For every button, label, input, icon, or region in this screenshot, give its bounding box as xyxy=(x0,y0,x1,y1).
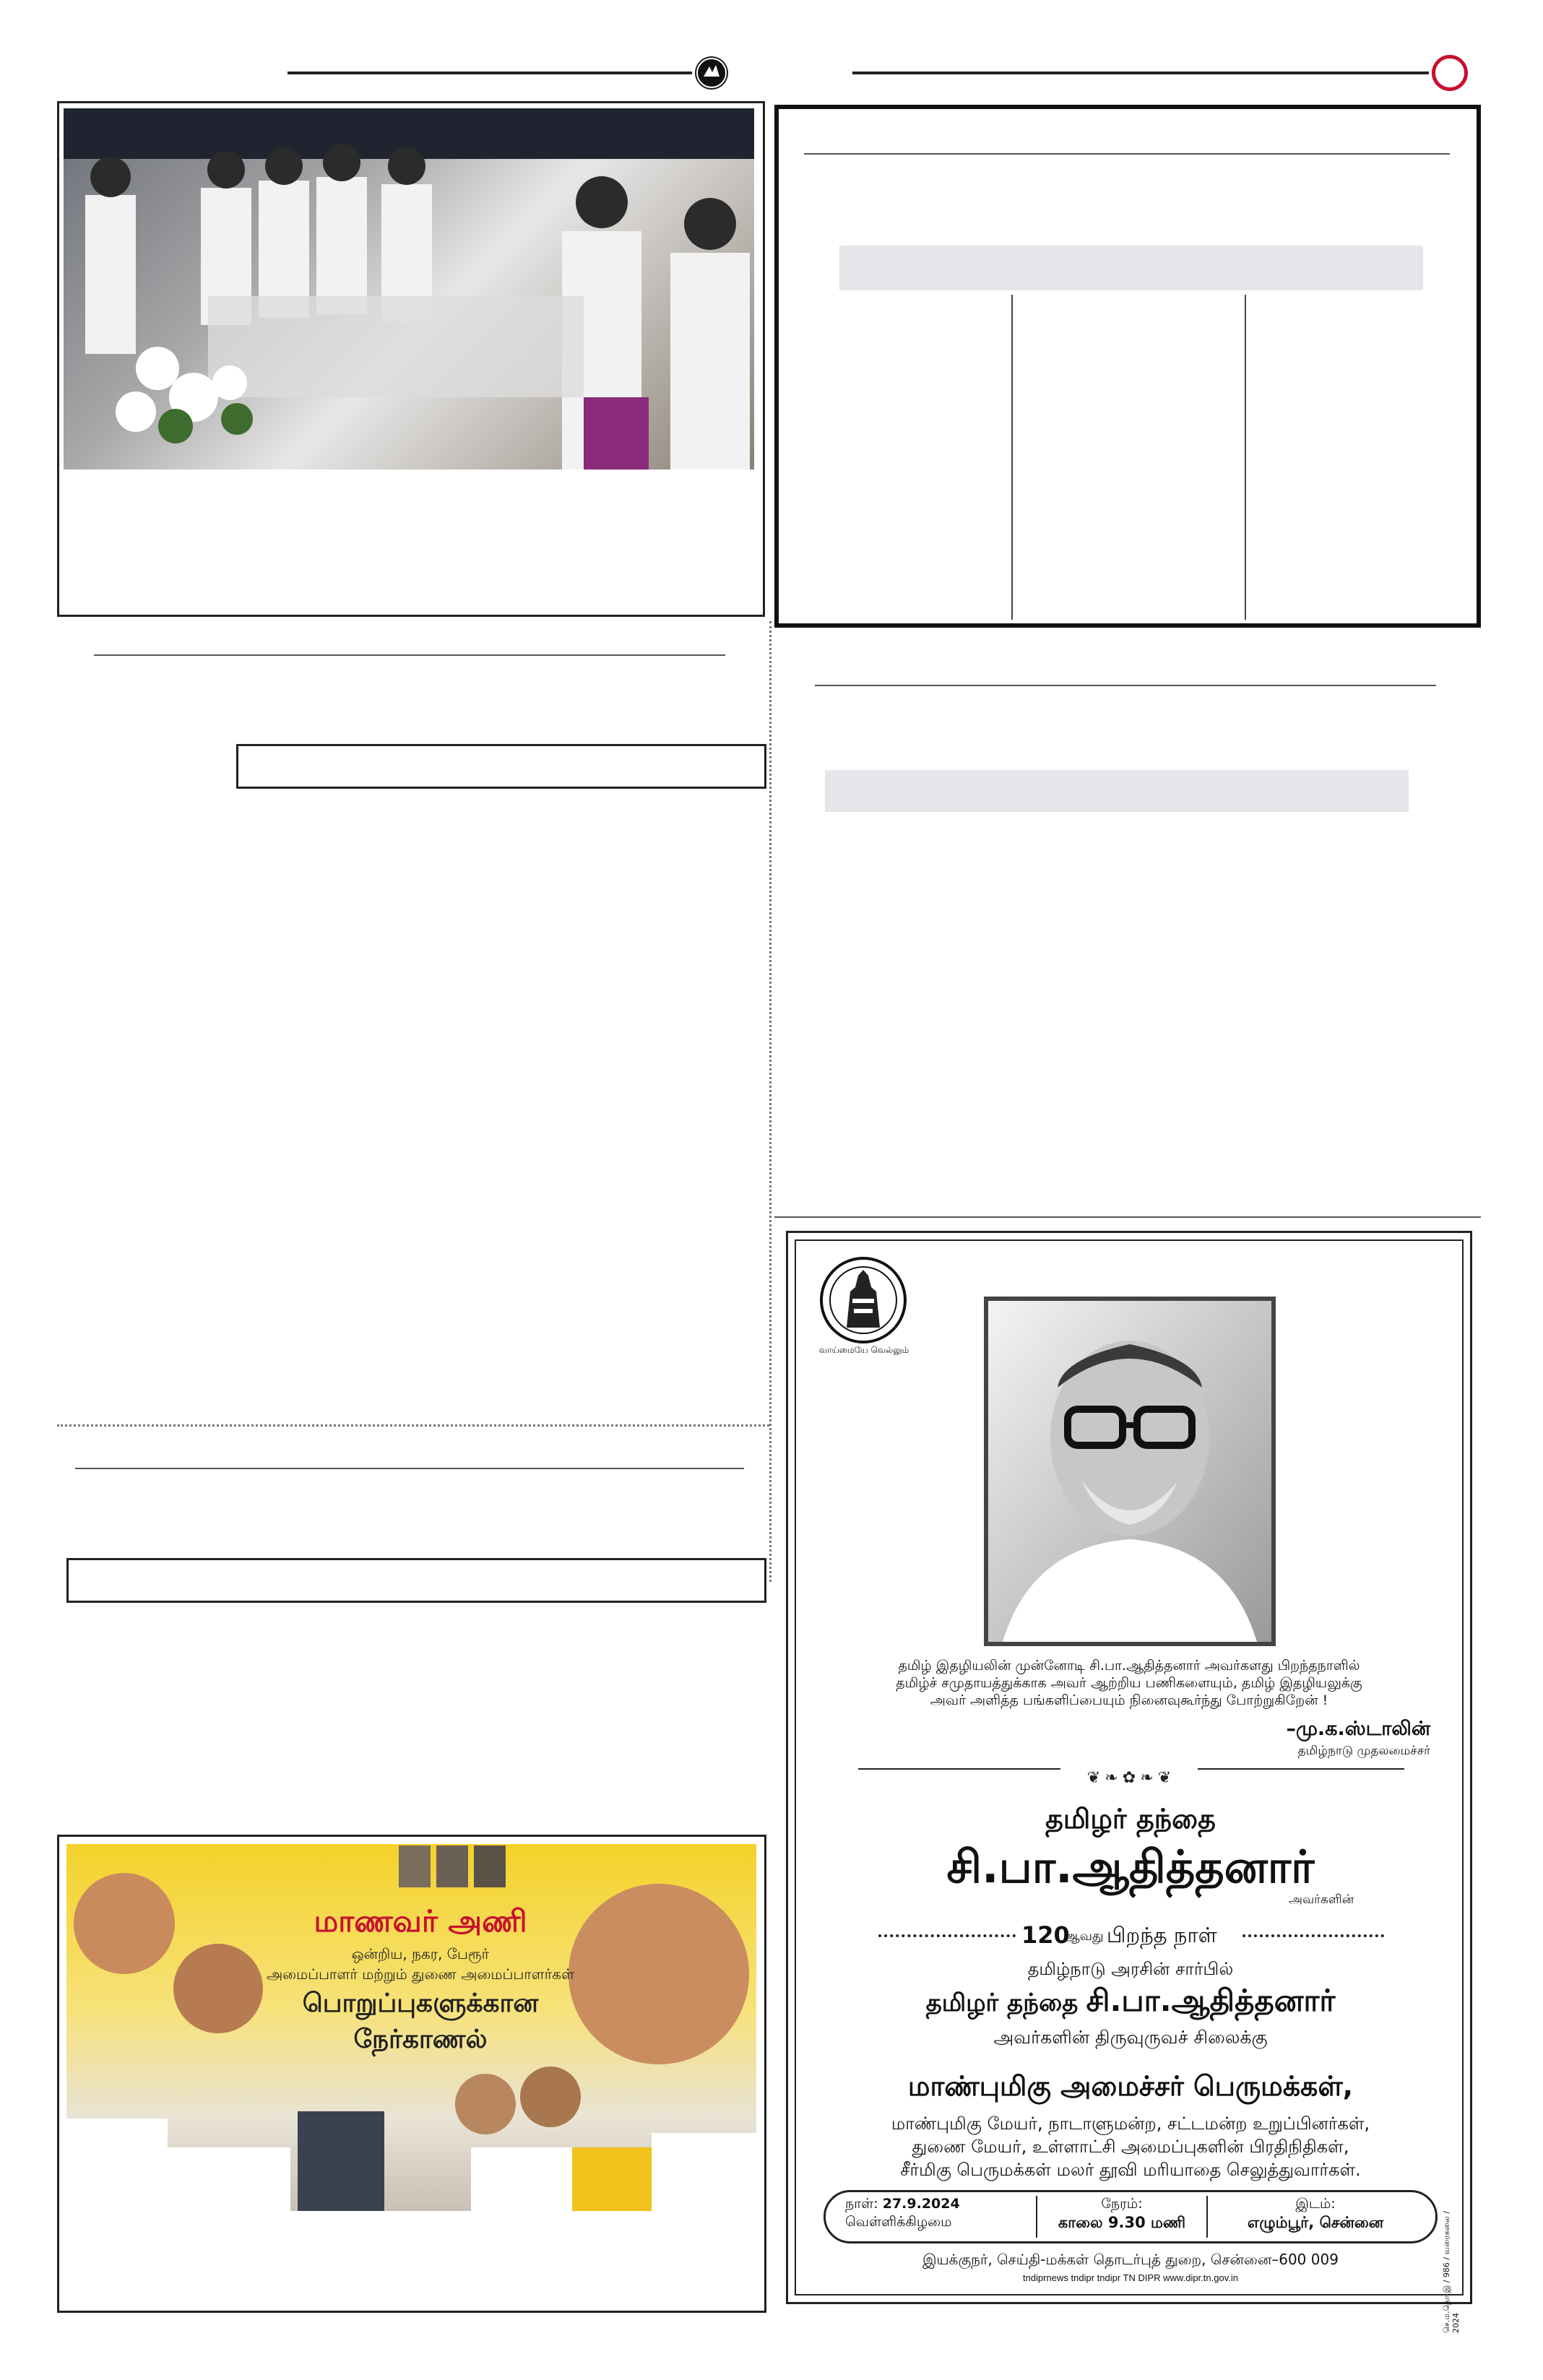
header-rule-left xyxy=(288,72,692,74)
time-cell xyxy=(1040,2196,1203,2239)
name-suffix: அவர்களின் xyxy=(1289,1892,1354,1907)
headline-box xyxy=(236,744,766,789)
table-col-divider-2 xyxy=(1245,295,1246,620)
quote-line-3: அவர் அளித்த பங்களிப்பையும் நினைவுகூர்ந்து போற்றுகிறேன் ! xyxy=(930,1692,1328,1708)
table-header-band xyxy=(839,246,1423,290)
strip-divider-2 xyxy=(1206,2196,1208,2238)
banner-line1: ஒன்றிய, நகர, பேரூர் xyxy=(351,1945,490,1963)
govt-name-line xyxy=(838,1983,1423,2022)
ad-name: சி.பா.ஆதித்தனார் xyxy=(946,1840,1315,1893)
banner-line4: நேர்காணல் xyxy=(353,2025,488,2054)
cm-quote xyxy=(831,1657,1427,1709)
detail-line-3: சீர்மிகு பெருமக்கள் மலர் தூவி மரியாதை செலுத்துவார்கள். xyxy=(900,2160,1361,2180)
side-code: செ.ம.தொ.இ / 986 / வரைகலை / 2024 xyxy=(1442,2211,1461,2333)
social-handles: tndiprnews tndipr tndipr TN DIPR www.dipr.tn.gov.in xyxy=(1023,2272,1238,2283)
attendees xyxy=(831,2112,1430,2181)
right-section-rule xyxy=(815,685,1436,686)
ornament-icon: ❦ ❧ ✿ ❧ ❦ xyxy=(1060,1768,1198,1787)
anniv-text: பிறந்த நாள் xyxy=(1107,1923,1217,1947)
portrait-frame xyxy=(984,1297,1276,1646)
place-value: எழும்பூர், சென்னை xyxy=(1247,2214,1384,2231)
anniv-dots-right xyxy=(1242,1934,1384,1937)
detail-line-2: துணை மேயர், உள்ளாட்சி அமைப்புகளின் பிரதிநிதிகள், xyxy=(912,2137,1349,2157)
right-grey-band xyxy=(825,770,1409,812)
dept-line: இயக்குநர், செய்தி-மக்கள் தொடர்புத் துறை, சென்னை–600 009 xyxy=(922,2251,1339,2268)
quote-line-2: தமிழ்ச் சமுதாயத்துக்காக அவர் ஆற்றிய பணிகளையும், தமிழ் இதழியலுக்கு xyxy=(896,1675,1362,1691)
govt-name-prefix: தமிழர் தந்தை xyxy=(925,1989,1079,2017)
place-label: இடம்: xyxy=(1295,2196,1336,2212)
govt-line: தமிழ்நாடு அரசின் சார்பில் xyxy=(1027,1959,1234,1979)
tribute-photo xyxy=(64,108,754,469)
signatory-title: தமிழ்நாடு முதலமைச்சர் xyxy=(1297,1744,1430,1758)
headline-box-2 xyxy=(66,1558,766,1603)
banner-title: மாணவர் அணி xyxy=(314,1903,527,1939)
place-cell xyxy=(1211,2196,1420,2239)
banner-line3: பொறுப்புகளுக்கான xyxy=(302,1989,539,2018)
govt-name: சி.பா.ஆதித்தனார் xyxy=(1086,1983,1336,2018)
right-bottom-rule xyxy=(774,1216,1481,1218)
date-cell xyxy=(845,2196,1034,2239)
date-label: நாள்: xyxy=(845,2196,878,2212)
signatory: –மு.க.ஸ்டாலின் xyxy=(1286,1718,1430,1740)
page-circle-icon xyxy=(1432,55,1468,91)
emblem-motto: வாய்மையே வெல்லும் xyxy=(818,1345,909,1355)
anniversary-row xyxy=(878,1921,1384,1950)
anniv-number: 120 xyxy=(1021,1921,1070,1949)
header-rule-right xyxy=(852,72,1429,74)
detail-line-1: மாண்புமிகு மேயர், நாடாளுமன்ற, சட்டமன்ற உறுப்பினர்கள், xyxy=(891,2113,1370,2134)
time-label: நேரம்: xyxy=(1101,2196,1143,2212)
section-rule-2 xyxy=(75,1468,744,1469)
portrait-photo xyxy=(988,1301,1271,1642)
quote-line-1: தமிழ் இதழியலின் முன்னோடி சி.பா.ஆதித்தனார் அவர்களது பிறந்தநாளில் xyxy=(898,1658,1360,1674)
section-rule xyxy=(94,654,725,656)
sun-emblem-icon xyxy=(695,56,728,90)
day-value: வெள்ளிக்கிழமை xyxy=(845,2214,952,2230)
section-divider xyxy=(57,1424,769,1427)
date-value: 27.9.2024 xyxy=(882,2196,960,2212)
time-value: காலை 9.30 மணி xyxy=(1058,2214,1186,2231)
table-frame xyxy=(774,105,1481,628)
banner-line2: அமைப்பாளர் மற்றும் துணை அமைப்பாளர்கள் xyxy=(266,1965,575,1983)
anniv-suffix: ஆவது xyxy=(1063,1929,1104,1944)
statue-line: அவர்களின் திருவுருவச் சிலைக்கு xyxy=(993,2027,1268,2048)
table-title-rule xyxy=(804,153,1450,155)
strip-divider-1 xyxy=(1036,2196,1037,2238)
column-divider xyxy=(769,621,772,1582)
anniv-dots-left xyxy=(878,1934,1016,1937)
student-wing-photo xyxy=(66,1844,756,2211)
tn-emblem-icon xyxy=(811,1255,916,1349)
table-col-divider-1 xyxy=(1011,295,1013,620)
honorific: தமிழர் தந்தை xyxy=(1045,1803,1216,1835)
ministers: மாண்புமிகு அமைச்சர் பெருமக்கள், xyxy=(907,2070,1354,2102)
